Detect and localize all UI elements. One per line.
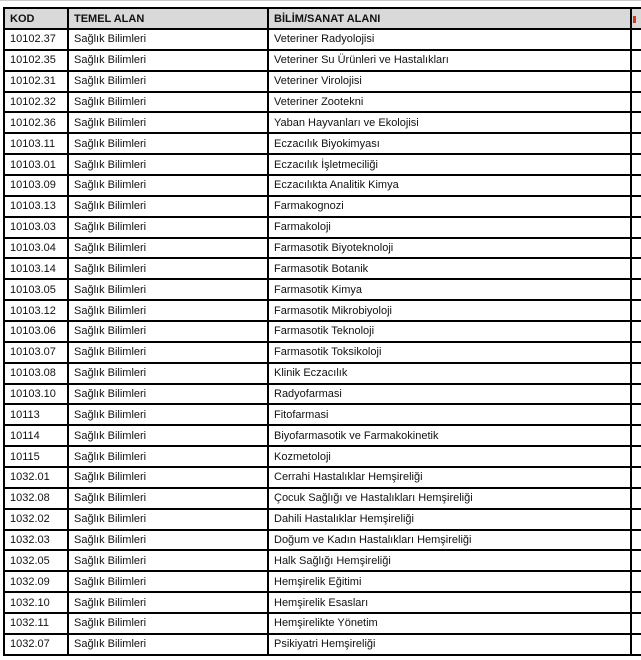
cell-bilim-sanat-alani: Veteriner Virolojisi — [268, 71, 631, 92]
cell-kod: 10103.06 — [4, 321, 68, 342]
cell-bilim-sanat-alani: Eczacılık İşletmeciliği — [268, 154, 631, 175]
table-row — [4, 613, 641, 634]
cell-bilim-sanat-alani: Hemşirelik Eğitimi — [268, 571, 631, 592]
table-row — [4, 196, 641, 217]
table-row — [4, 509, 641, 530]
cell-temel-alan: Sağlık Bilimleri — [68, 488, 268, 509]
table-row — [4, 50, 641, 71]
cell-clipped-column — [631, 196, 641, 217]
cell-temel-alan: Sağlık Bilimleri — [68, 384, 268, 405]
cell-kod: 1032.11 — [4, 613, 68, 634]
cell-clipped-column — [631, 29, 641, 50]
cell-bilim-sanat-alani: Veteriner Radyolojisi — [268, 29, 631, 50]
cell-bilim-sanat-alani: Fitofarmasi — [268, 404, 631, 425]
table-row — [4, 425, 641, 446]
cell-clipped-column — [631, 509, 641, 530]
cell-temel-alan: Sağlık Bilimleri — [68, 29, 268, 50]
cell-clipped-column — [631, 154, 641, 175]
cell-temel-alan: Sağlık Bilimleri — [68, 613, 268, 634]
table-row — [4, 279, 641, 300]
cell-temel-alan: Sağlık Bilimleri — [68, 321, 268, 342]
table-row — [4, 133, 641, 154]
cell-bilim-sanat-alani: Farmasotik Botanik — [268, 258, 631, 279]
table-body — [4, 29, 641, 655]
cell-temel-alan: Sağlık Bilimleri — [68, 300, 268, 321]
cell-clipped-column — [631, 258, 641, 279]
cell-bilim-sanat-alani: Farmasotik Kimya — [268, 279, 631, 300]
cell-bilim-sanat-alani: Doğum ve Kadın Hastalıkları Hemşireliği — [268, 530, 631, 551]
cell-temel-alan: Sağlık Bilimleri — [68, 530, 268, 551]
cell-clipped-column — [631, 550, 641, 571]
cell-bilim-sanat-alani: Farmakoloji — [268, 217, 631, 238]
cell-kod: 10115 — [4, 446, 68, 467]
cell-kod: 10113 — [4, 404, 68, 425]
cell-temel-alan: Sağlık Bilimleri — [68, 258, 268, 279]
cell-clipped-column — [631, 446, 641, 467]
cell-kod: 10102.31 — [4, 71, 68, 92]
cell-clipped-column — [631, 363, 641, 384]
cell-bilim-sanat-alani: Cerrahi Hastalıklar Hemşireliği — [268, 467, 631, 488]
cell-bilim-sanat-alani: Farmasotik Toksikoloji — [268, 342, 631, 363]
cell-clipped-column — [631, 488, 641, 509]
table-row — [4, 488, 641, 509]
cell-bilim-sanat-alani: Veteriner Zootekni — [268, 92, 631, 113]
cell-temel-alan: Sağlık Bilimleri — [68, 342, 268, 363]
cell-clipped-column — [631, 238, 641, 259]
header-cell-bilim-sanat-alani: BİLİM/SANAT ALANI — [268, 8, 631, 29]
cell-kod: 10103.10 — [4, 384, 68, 405]
cell-bilim-sanat-alani: Farmasotik Teknoloji — [268, 321, 631, 342]
cell-clipped-column — [631, 133, 641, 154]
cell-bilim-sanat-alani: Klinik Eczacılık — [268, 363, 631, 384]
cell-clipped-column — [631, 92, 641, 113]
cell-bilim-sanat-alani: Farmasotik Mikrobiyoloji — [268, 300, 631, 321]
cell-kod: 10103.09 — [4, 175, 68, 196]
cell-bilim-sanat-alani: Eczacılıkta Analitik Kimya — [268, 175, 631, 196]
table-header — [4, 8, 641, 29]
table-row — [4, 550, 641, 571]
cell-kod: 1032.09 — [4, 571, 68, 592]
document-table — [3, 7, 641, 656]
cell-bilim-sanat-alani: Biyofarmasotik ve Farmakokinetik — [268, 425, 631, 446]
table-row — [4, 112, 641, 133]
table-row — [4, 238, 641, 259]
table-row — [4, 342, 641, 363]
cell-clipped-column — [631, 634, 641, 655]
table-row — [4, 571, 641, 592]
cell-kod: 1032.05 — [4, 550, 68, 571]
cell-clipped-column — [631, 404, 641, 425]
cell-clipped-column — [631, 425, 641, 446]
cell-bilim-sanat-alani: Çocuk Sağlığı ve Hastalıkları Hemşireliği — [268, 488, 631, 509]
cell-clipped-column — [631, 384, 641, 405]
table-row — [4, 384, 641, 405]
cell-temel-alan: Sağlık Bilimleri — [68, 71, 268, 92]
table-row — [4, 217, 641, 238]
table-row — [4, 530, 641, 551]
cell-kod: 10103.14 — [4, 258, 68, 279]
cell-bilim-sanat-alani: Dahili Hastalıklar Hemşireliği — [268, 509, 631, 530]
header-row — [4, 8, 641, 29]
cell-kod: 10103.01 — [4, 154, 68, 175]
cell-clipped-column — [631, 613, 641, 634]
cell-temel-alan: Sağlık Bilimleri — [68, 112, 268, 133]
top-edge-artifact-line — [0, 0, 641, 1]
cell-temel-alan: Sağlık Bilimleri — [68, 634, 268, 655]
table-row — [4, 154, 641, 175]
cell-bilim-sanat-alani: Farmakognozi — [268, 196, 631, 217]
cell-kod: 1032.07 — [4, 634, 68, 655]
cell-bilim-sanat-alani: Yaban Hayvanları ve Ekolojisi — [268, 112, 631, 133]
cell-kod: 1032.10 — [4, 592, 68, 613]
cell-temel-alan: Sağlık Bilimleri — [68, 154, 268, 175]
table-row — [4, 92, 641, 113]
table-row — [4, 300, 641, 321]
table-row — [4, 363, 641, 384]
cell-temel-alan: Sağlık Bilimleri — [68, 592, 268, 613]
header-cell-kod: KOD — [4, 8, 68, 29]
cell-temel-alan: Sağlık Bilimleri — [68, 279, 268, 300]
header-cell-clipped-column — [631, 8, 641, 29]
cell-bilim-sanat-alani: Hemşirelikte Yönetim — [268, 613, 631, 634]
cell-kod: 10102.36 — [4, 112, 68, 133]
cell-temel-alan: Sağlık Bilimleri — [68, 425, 268, 446]
cell-bilim-sanat-alani: Hemşirelik Esasları — [268, 592, 631, 613]
cell-temel-alan: Sağlık Bilimleri — [68, 133, 268, 154]
cell-temel-alan: Sağlık Bilimleri — [68, 92, 268, 113]
cell-bilim-sanat-alani: Veteriner Su Ürünleri ve Hastalıkları — [268, 50, 631, 71]
cell-clipped-column — [631, 571, 641, 592]
cell-clipped-column — [631, 112, 641, 133]
cell-clipped-column — [631, 592, 641, 613]
cell-kod: 10103.08 — [4, 363, 68, 384]
cell-kod: 1032.08 — [4, 488, 68, 509]
cell-bilim-sanat-alani: Halk Sağlığı Hemşireliği — [268, 550, 631, 571]
cell-clipped-column — [631, 321, 641, 342]
cell-bilim-sanat-alani: Psikiyatri Hemşireliği — [268, 634, 631, 655]
cell-clipped-column — [631, 50, 641, 71]
cell-clipped-column — [631, 175, 641, 196]
cell-clipped-column — [631, 279, 641, 300]
table-row — [4, 29, 641, 50]
cell-bilim-sanat-alani: Kozmetoloji — [268, 446, 631, 467]
cell-kod: 10103.05 — [4, 279, 68, 300]
cell-kod: 10114 — [4, 425, 68, 446]
cell-temel-alan: Sağlık Bilimleri — [68, 467, 268, 488]
cell-kod: 1032.03 — [4, 530, 68, 551]
red-text-fragment-icon — [633, 16, 636, 23]
cell-kod: 1032.01 — [4, 467, 68, 488]
cell-kod: 10102.32 — [4, 92, 68, 113]
cell-temel-alan: Sağlık Bilimleri — [68, 550, 268, 571]
cell-kod: 10103.07 — [4, 342, 68, 363]
cell-kod: 1032.02 — [4, 509, 68, 530]
header-cell-temel-alan: TEMEL ALAN — [68, 8, 268, 29]
cell-temel-alan: Sağlık Bilimleri — [68, 446, 268, 467]
cell-temel-alan: Sağlık Bilimleri — [68, 196, 268, 217]
cell-clipped-column — [631, 467, 641, 488]
cell-kod: 10102.35 — [4, 50, 68, 71]
cell-temel-alan: Sağlık Bilimleri — [68, 175, 268, 196]
cell-temel-alan: Sağlık Bilimleri — [68, 217, 268, 238]
table-row — [4, 175, 641, 196]
cell-clipped-column — [631, 217, 641, 238]
cell-temel-alan: Sağlık Bilimleri — [68, 509, 268, 530]
cell-temel-alan: Sağlık Bilimleri — [68, 404, 268, 425]
cell-bilim-sanat-alani: Farmasotik Biyoteknoloji — [268, 238, 631, 259]
cell-kod: 10103.12 — [4, 300, 68, 321]
table-row — [4, 467, 641, 488]
cell-bilim-sanat-alani: Eczacılık Biyokimyası — [268, 133, 631, 154]
cell-kod: 10102.37 — [4, 29, 68, 50]
cell-temel-alan: Sağlık Bilimleri — [68, 50, 268, 71]
cell-clipped-column — [631, 300, 641, 321]
table-row — [4, 634, 641, 655]
cell-kod: 10103.04 — [4, 238, 68, 259]
cell-temel-alan: Sağlık Bilimleri — [68, 363, 268, 384]
cell-clipped-column — [631, 530, 641, 551]
cell-clipped-column — [631, 342, 641, 363]
cell-kod: 10103.11 — [4, 133, 68, 154]
table-row — [4, 404, 641, 425]
table-row — [4, 71, 641, 92]
cell-kod: 10103.13 — [4, 196, 68, 217]
cell-clipped-column — [631, 71, 641, 92]
table-row — [4, 446, 641, 467]
cell-temel-alan: Sağlık Bilimleri — [68, 238, 268, 259]
table-row — [4, 321, 641, 342]
table-row — [4, 592, 641, 613]
cell-bilim-sanat-alani: Radyofarmasi — [268, 384, 631, 405]
table-row — [4, 258, 641, 279]
cell-kod: 10103.03 — [4, 217, 68, 238]
cell-temel-alan: Sağlık Bilimleri — [68, 571, 268, 592]
